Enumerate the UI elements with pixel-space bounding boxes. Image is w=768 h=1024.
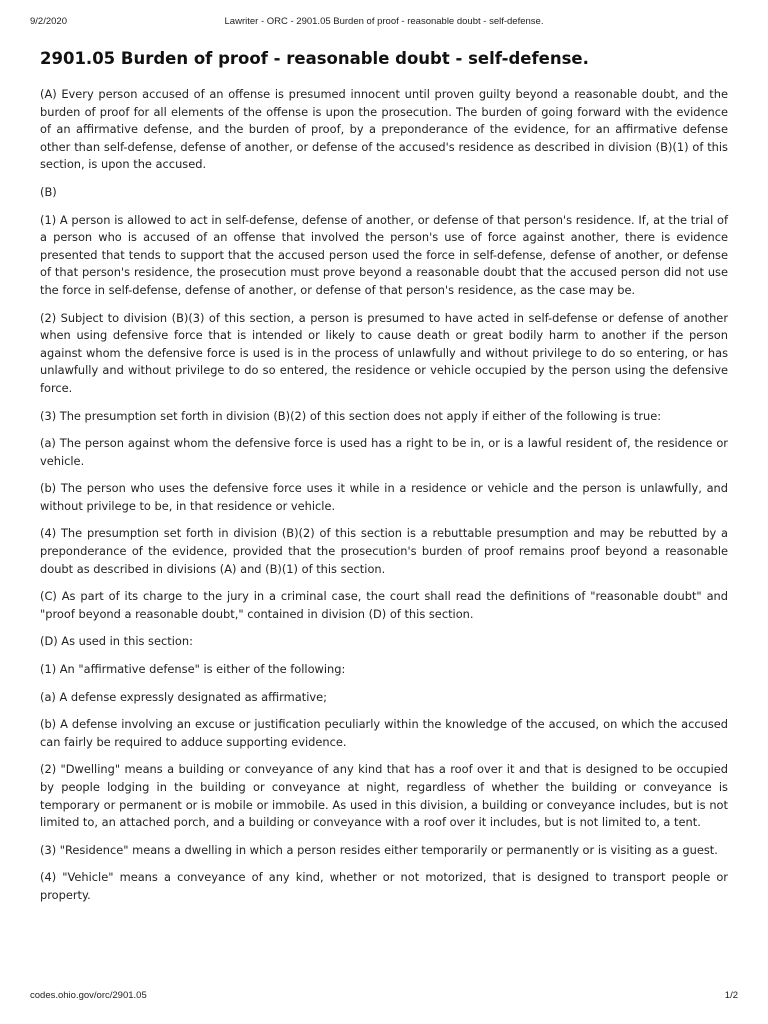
print-footer bbox=[30, 990, 738, 1004]
paragraph: (C) As part of its charge to the jury in a criminal case, the court shall read the definitions of "reasonable doubt" and "proof beyond a reasonable doubt," contained in division (D) of this section. bbox=[40, 589, 728, 621]
source-url: codes.ohio.gov/orc/2901.05 bbox=[30, 990, 147, 1001]
print-date: 9/2/2020 bbox=[30, 16, 67, 27]
paragraph: (B) bbox=[40, 184, 57, 199]
document-body bbox=[40, 48, 728, 915]
print-title: Lawriter - ORC - 2901.05 Burden of proof - reasonable doubt - self-defense. bbox=[224, 16, 544, 27]
paragraph: (b) The person who uses the defensive force uses it while in a residence or vehicle and the person is unlawfully, and without privilege to be, in that residence or vehicle. bbox=[40, 481, 728, 513]
page-number: 1/2 bbox=[724, 990, 738, 1001]
paragraph: (b) A defense involving an excuse or justification peculiarly within the knowledge of the accused, on which the accused can fairly be required to adduce supporting evidence. bbox=[40, 717, 728, 749]
paragraph: (4) The presumption set forth in division (B)(2) of this section is a rebuttable presumption and may be rebutted by a preponderance of the evidence, provided that the prosecution's burden of proof remains proof beyond a reasonable doubt as described in divisions (A) and (B)(1) of this section. bbox=[40, 526, 728, 576]
paragraph: (2) "Dwelling" means a building or conveyance of any kind that has a roof over it and that is designed to be occupied by people lodging in the building or conveyance at night, regardless of whether the building or conveyance is temporary or permanent or is mobile or immobile. As used in this division, a building or conveyance includes, but is not limited to, an attached porch, and a building or conveyance with a roof over it includes, but is not limited to, a tent. bbox=[40, 762, 728, 830]
paragraph: (1) An "affirmative defense" is either of the following: bbox=[40, 662, 346, 677]
paragraph-list bbox=[40, 86, 728, 905]
paragraph: (2) Subject to division (B)(3) of this section, a person is presumed to have acted in self-defense or defense of another when using defensive force that is intended or likely to cause death or great bodily harm to another if the person against whom the defensive force is used is in the process of unlawfully and without privilege to do so entering, or has unlawfully and without privilege to do so entered, the residence or vehicle occupied by the person using the defensive force. bbox=[40, 310, 728, 395]
paragraph: (D) As used in this section: bbox=[40, 634, 193, 649]
print-header bbox=[30, 16, 738, 30]
paragraph: (a) A defense expressly designated as affirmative; bbox=[40, 689, 327, 704]
paragraph: (a) The person against whom the defensive force is used has a right to be in, or is a lawful resident of, the residence or vehicle. bbox=[40, 436, 728, 468]
paragraph: (3) "Residence" means a dwelling in which a person resides either temporarily or permanently or is visiting as a guest. bbox=[40, 842, 718, 857]
paragraph: (1) A person is allowed to act in self-defense, defense of another, or defense of that person's residence. If, at the trial of a person who is accused of an offense that involved the person's use of force against another, there is evidence presented that tends to support that the accused person used the force in self-defense, defense of another, or defense of that person's residence, the prosecution must prove beyond a reasonable doubt that the accused person did not use the force in self-defense, defense of another, or defense of that person's residence, as the case may be. bbox=[40, 212, 728, 297]
section-heading: 2901.05 Burden of proof - reasonable doubt - self-defense. bbox=[40, 49, 589, 68]
paragraph: (3) The presumption set forth in division (B)(2) of this section does not apply if either of the following is true: bbox=[40, 408, 662, 423]
paragraph: (4) "Vehicle" means a conveyance of any kind, whether or not motorized, that is designed to transport people or property. bbox=[40, 870, 728, 902]
paragraph: (A) Every person accused of an offense is presumed innocent until proven guilty beyond a reasonable doubt, and the burden of proof for all elements of the offense is upon the prosecution. The burden of going forward with the evidence of an affirmative defense, and the burden of proof, by a preponderance of the evidence, for an affirmative defense other than self-defense, defense of another, or defense of the accused's residence as described in division (B)(1) of this section, is upon the accused. bbox=[40, 87, 728, 172]
